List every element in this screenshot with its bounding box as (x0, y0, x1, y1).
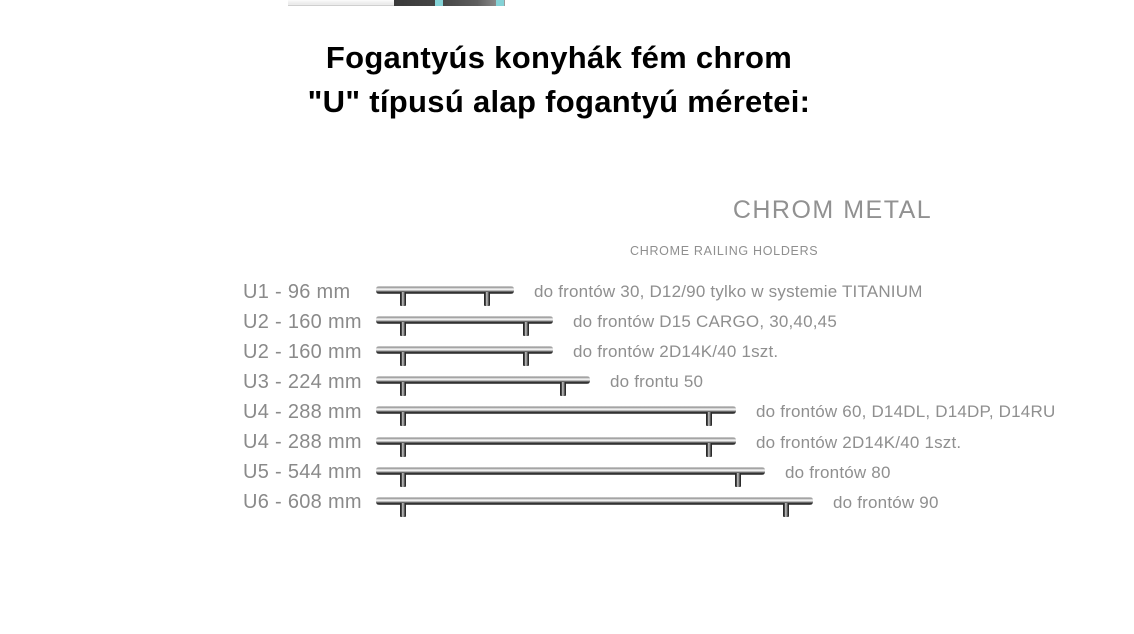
handle-image (376, 337, 553, 367)
handle-post-right (523, 322, 529, 336)
section-subheading: CHROME RAILING HOLDERS (630, 244, 819, 258)
page-title-line1: Fogantyús konyhák fém chrom (325, 40, 793, 75)
handle-fronts-description: do frontów D15 CARGO, 30,40,45 (573, 312, 837, 332)
section-heading: CHROM METAL (732, 196, 933, 224)
handle-size-label: U2 - 160 mm (243, 340, 362, 363)
handle-image (376, 277, 514, 307)
handle-row (243, 458, 1055, 488)
handle-post-right (523, 352, 529, 366)
handle-bar (376, 286, 514, 294)
handle-row (243, 488, 1055, 518)
handle-size-label: U3 - 224 mm (243, 370, 362, 393)
handle-bar (376, 497, 813, 505)
teal-highlight-icon (496, 0, 504, 6)
handle-fronts-description: do frontów 80 (785, 462, 891, 482)
handle-post-left (400, 322, 406, 336)
handle-fronts-description: do frontu 50 (610, 372, 704, 392)
handle-post-right (560, 382, 566, 396)
handle-row (243, 427, 1055, 457)
handle-bar (376, 376, 590, 384)
cropped-photo-fragment-dark (394, 0, 505, 6)
handle-row (243, 337, 1055, 367)
handle-post-left (400, 292, 406, 306)
handle-post-right (735, 473, 741, 487)
handle-fronts-description: do frontów 2D14K/40 1szt. (573, 342, 779, 362)
handle-row (243, 277, 1055, 307)
handle-image (376, 458, 765, 488)
handle-post-left (400, 412, 406, 426)
handle-row (243, 307, 1055, 337)
handle-image (376, 397, 736, 427)
handle-post-right (783, 503, 789, 517)
cropped-photo-fragment-light (288, 0, 394, 6)
handle-bar (376, 467, 765, 475)
handle-row (243, 397, 1055, 427)
handle-row (243, 367, 1055, 397)
handle-fronts-description: do frontów 30, D12/90 tylko w systemie TITANIUM (534, 282, 923, 302)
handle-image (376, 307, 553, 337)
handle-fronts-description: do frontów 60, D14DL, D14DP, D14RU (756, 402, 1056, 422)
handle-bar (376, 437, 736, 445)
handle-post-left (400, 382, 406, 396)
handle-fronts-description: do frontów 90 (833, 492, 939, 512)
handle-size-label: U5 - 544 mm (243, 461, 362, 484)
handle-size-label: U1 - 96 mm (243, 280, 351, 303)
handle-size-label: U4 - 288 mm (243, 431, 362, 454)
handle-image (376, 488, 813, 518)
handle-post-right (484, 292, 490, 306)
handle-post-right (706, 443, 712, 457)
handle-fronts-description: do frontów 2D14K/40 1szt. (756, 432, 962, 452)
handle-image (376, 428, 736, 458)
handle-image (376, 367, 590, 397)
handle-post-left (400, 473, 406, 487)
page-title-line2: "U" típusú alap fogantyú méretei: (307, 84, 811, 119)
handle-post-right (706, 412, 712, 426)
handle-rows (243, 277, 1055, 518)
teal-highlight-icon (435, 0, 443, 6)
page-title (0, 36, 1118, 124)
handle-size-label: U2 - 160 mm (243, 310, 362, 333)
handle-post-left (400, 352, 406, 366)
handle-bar (376, 406, 736, 414)
handle-size-label: U4 - 288 mm (243, 400, 362, 423)
handle-post-left (400, 503, 406, 517)
handle-size-label: U6 - 608 mm (243, 491, 362, 514)
handle-post-left (400, 443, 406, 457)
